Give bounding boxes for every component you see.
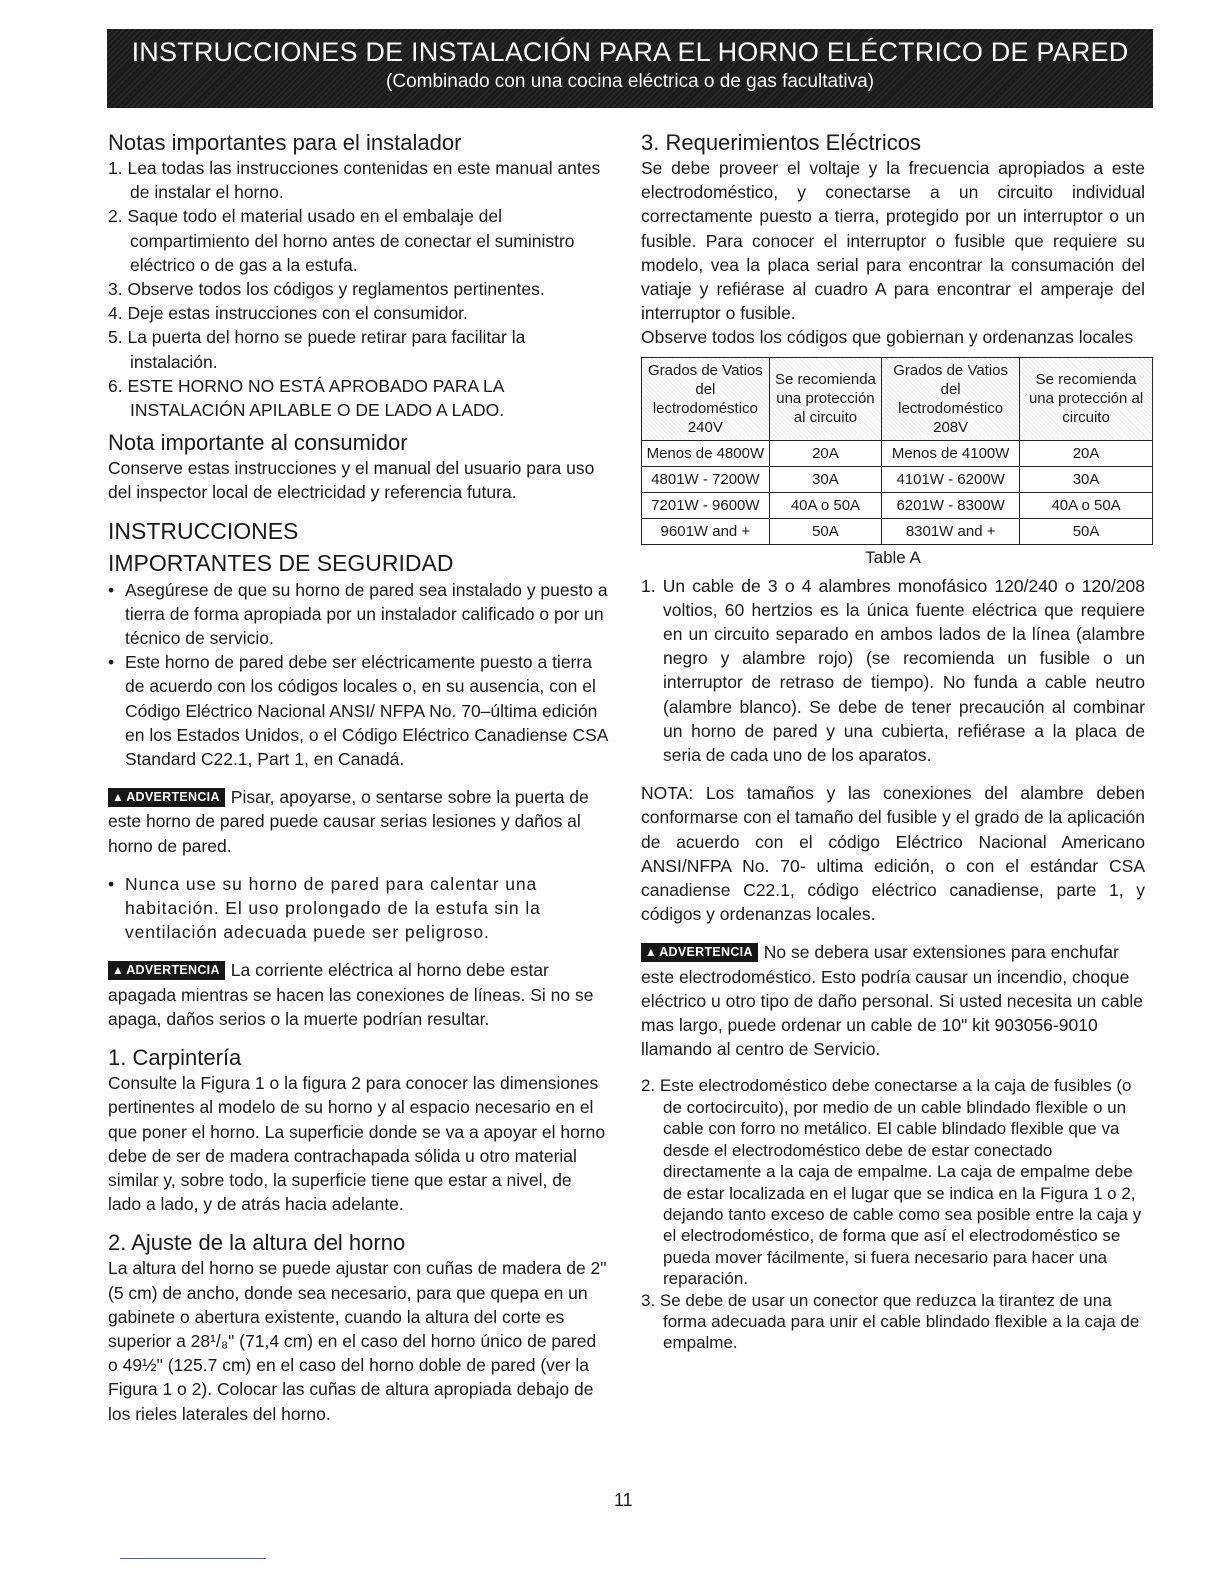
table-cell: 20A — [769, 440, 881, 466]
consumer-note-heading: Nota importante al consumidor — [108, 430, 408, 456]
list-item: 2. Saque todo el material usado en el embalaje del compartimiento del horno antes de conectar el suministro eléctrico o de gas a la estufa. — [108, 206, 575, 275]
electrical-heading: 3. Requerimientos Eléctricos — [641, 130, 922, 155]
right-column — [641, 130, 1145, 1354]
table-cell: 6201W - 8300W — [882, 492, 1020, 518]
table-cell: 8301W and + — [882, 518, 1020, 544]
table-caption: Table A — [865, 547, 921, 567]
safety-heading-line-1: INSTRUCCIONES — [108, 517, 299, 544]
warning-triangle-icon: ▲ — [112, 963, 125, 978]
table-header-cell: Grados de Vatios del lectrodoméstico 208V — [882, 357, 1020, 440]
table-header-row — [642, 357, 1153, 440]
table-cell: Menos de 4800W — [642, 440, 770, 466]
list-item: 3. Observe todos los códigos y reglamentos pertinentes. — [108, 279, 545, 300]
table-header-cell: Se recomienda una protección al circuito — [769, 357, 881, 440]
list-item: • Nunca use su horno de pared para calentar una habitación. El uso prolongado de la estufa sin la ventilación adecuada puede ser peligroso. — [108, 873, 541, 943]
list-item: 3. Se debe de usar un conector que reduzca la tirantez de una forma adecuada para unir el cable blindado flexible a la caja de empalme. — [641, 1290, 1140, 1353]
table-cell: 50A — [769, 518, 881, 544]
list-item: 1. Lea todas las instrucciones contenidas en este manual antes de instalar el horno. — [108, 158, 601, 203]
warning-badge: ▲ ADVERTENCIA — [108, 961, 225, 980]
title-banner — [107, 29, 1153, 108]
table-cell: Menos de 4100W — [882, 440, 1020, 466]
safety-bullets — [108, 578, 608, 772]
codes-text: Observe todos los códigos que gobiernan y ordenanzas locales — [641, 327, 1134, 348]
table-cell: 9601W and + — [642, 518, 770, 544]
table-cell: 20A — [1020, 440, 1153, 466]
warning-paragraph: ▲ ADVERTENCIA Pisar, apoyarse, o sentarse sobre la puerta de este horno de pared puede causar serias lesiones y daños al horno de pared. — [108, 787, 589, 856]
table-cell: 40A o 50A — [769, 492, 881, 518]
page-title: INSTRUCCIONES DE INSTALACIÓN PARA EL HORNO ELÉCTRICO DE PARED — [131, 37, 1129, 67]
table-cell: 30A — [1020, 466, 1153, 492]
electrical-list-1 — [641, 574, 1145, 768]
warning-paragraph: ▲ ADVERTENCIA No se debera usar extensiones para enchufar este electrodoméstico. Esto podría causar un incendio, choque eléctrico u otro tipo de daño personal. Si usted necesita un cable mas largo, puede ordenar un cable de 10" kit 903056-9010 llamando al centro de Servicio. — [641, 942, 1143, 1060]
table-cell: 4101W - 6200W — [882, 466, 1020, 492]
left-column — [108, 130, 608, 1426]
height-adjust-heading: 2. Ajuste de la altura del horno — [108, 1230, 406, 1256]
warning-badge: ▲ ADVERTENCIA — [108, 788, 225, 807]
table-cell: 4801W - 7200W — [642, 466, 770, 492]
amperage-table — [641, 357, 1153, 545]
list-item: 2. Este electrodoméstico debe conectarse a la caja de fusibles (o de cortocircuito), por medio de un cable blindado flexible o un cable con forro no metálico. El cable blindado flexible que va desde el electrodoméstico debe de estar conectado directamente a la caja de empalme. La caja de empalme debe de estar localizada en el lugar que se indica en la Figura 1 o 2, dejando tanto exceso de cable como sea posible entre la caja y el electrodoméstico, de forma que así el electrodoméstico se pueda mover fácilmente, si fuera necesario para hacer una reparación. — [641, 1076, 1142, 1289]
installer-notes-list — [108, 156, 608, 422]
table-row — [642, 440, 1153, 466]
bullet-icon: • — [108, 873, 116, 894]
electrical-text: Se debe proveer el voltaje y la frecuencia apropiados a este electrodoméstico, y conectarse a un circuito individual correctamente puesto a tierra, protegido por un interruptor o un fusible. Para conocer el interruptor o fusible que requiere su modelo, vea la placa serial para encontrar la consumación del vatiaje y refiérase al cuadro A para encontrar el amperaje del interruptor o fusible. — [641, 158, 1145, 324]
list-item: 5. La puerta del horno se puede retirar para facilitar la instalación. — [108, 327, 526, 372]
note-text: NOTA: Los tamaños y las conexiones del alambre deben conformarse con el tamaño del fusible y el grado de la aplicación de acuerdo con el código Eléctrico Nacional Americano ANSI/NFPA No. 70- ultima edición, o con el estándar CSA canadiense C22.1, código eléctrico canadiense, parte 1, y códigos y ordenanzas locales. — [641, 783, 1145, 925]
carpentry-heading: 1. Carpintería — [108, 1045, 242, 1071]
table-row — [642, 492, 1153, 518]
consumer-note-text: Conserve estas instrucciones y el manual del usuario para uso del inspector local de electricidad y referencia futura. — [108, 458, 595, 503]
installer-notes-heading: Notas importantes para el instalador — [108, 130, 462, 155]
list-item: • Este horno de pared debe ser eléctricamente puesto a tierra de acuerdo con los códigos locales o, en su ausencia, con el Código Eléctrico Nacional ANSI/ NFPA No. 70–última edición en los Estados Unidos, o el Código Eléctrico Canadiense CSA Standard C22.1, Part 1, en Canadá. — [108, 652, 608, 770]
table-cell: 50A — [1020, 518, 1153, 544]
table-row — [642, 518, 1153, 544]
page-subtitle: (Combinado con una cocina eléctrica o de gas facultativa) — [386, 71, 874, 92]
safety-heading-line-2: IMPORTANTES DE SEGURIDAD — [108, 549, 454, 576]
warning-triangle-icon: ▲ — [645, 945, 658, 960]
footer-rule — [120, 1558, 266, 1559]
bullet-icon: • — [108, 579, 115, 600]
table-header-cell: Se recomienda una protección al circuito — [1020, 357, 1153, 440]
table-row — [642, 466, 1153, 492]
table-cell: 40A o 50A — [1020, 492, 1153, 518]
height-adjust-text: La altura del horno se puede ajustar con cuñas de madera de 2" (5 cm) de ancho, donde sea necesario, para que quepa en un gabinete o abertura existente, cuando la altura del corte es superior a 28¹/₈" (71,4 cm) en el caso del horno único de pared o 49½" (125.7 cm) en el caso del horno doble de pared (ver la Figura 1 o 2). Colocar las cuñas de altura apropiada debajo de los rieles laterales del horno. — [108, 1258, 607, 1424]
list-item: 6. ESTE HORNO NO ESTÁ APROBADO PARA LA INSTALACIÓN APILABLE O DE LADO A LADO. — [108, 375, 505, 421]
warning-paragraph: ▲ ADVERTENCIA La corriente eléctrica al horno debe estar apagada mientras se hacen las conexiones de líneas. Si no se apaga, daños serios o la muerte podrían resultar. — [108, 960, 594, 1029]
safety-bullets-extra — [108, 872, 608, 945]
list-item: 1. Un cable de 3 o 4 alambres monofásico 120/240 o 120/208 voltios, 60 hertzios es la única fuente eléctrica que requiere en un circuito separado en ambos lados de la línea (alambre negro y alambre rojo) (se recomienda un fusible o un interruptor de retraso de tiempo). No funda a cable neutro (alambre blanco). Se debe de tener precaución al combinar un horno de pared y una cubierta, refiérase a la placa de seria de cada uno de los aparatos. — [641, 575, 1145, 766]
table-cell: 7201W - 9600W — [642, 492, 770, 518]
list-item: • Asegúrese de que su horno de pared sea instalado y puesto a tierra de forma apropiada por un instalador calificado o por un técnico de servicio. — [108, 579, 608, 649]
warning-badge: ▲ ADVERTENCIA — [641, 943, 758, 962]
bullet-icon: • — [108, 652, 115, 673]
table-header-cell: Grados de Vatios del lectrodoméstico 240V — [642, 357, 770, 440]
table-cell: 30A — [769, 466, 881, 492]
warning-triangle-icon: ▲ — [112, 790, 125, 805]
carpentry-text: Consulte la Figura 1 o la figura 2 para conocer las dimensiones pertinentes al modelo de su horno y al espacio necesario en el que poner el horno. La superficie donde se va a apoyar el horno debe de ser de madera contrachapada sólida u otro material similar y, sobre todo, la superficie tiene que estar a nivel, de lado a lado, y de atrás hacia adelante. — [108, 1073, 606, 1215]
page-number: 11 — [614, 1490, 633, 1510]
electrical-list-2 — [641, 1075, 1145, 1353]
list-item: 4. Deje estas instrucciones con el consumidor. — [108, 303, 468, 324]
